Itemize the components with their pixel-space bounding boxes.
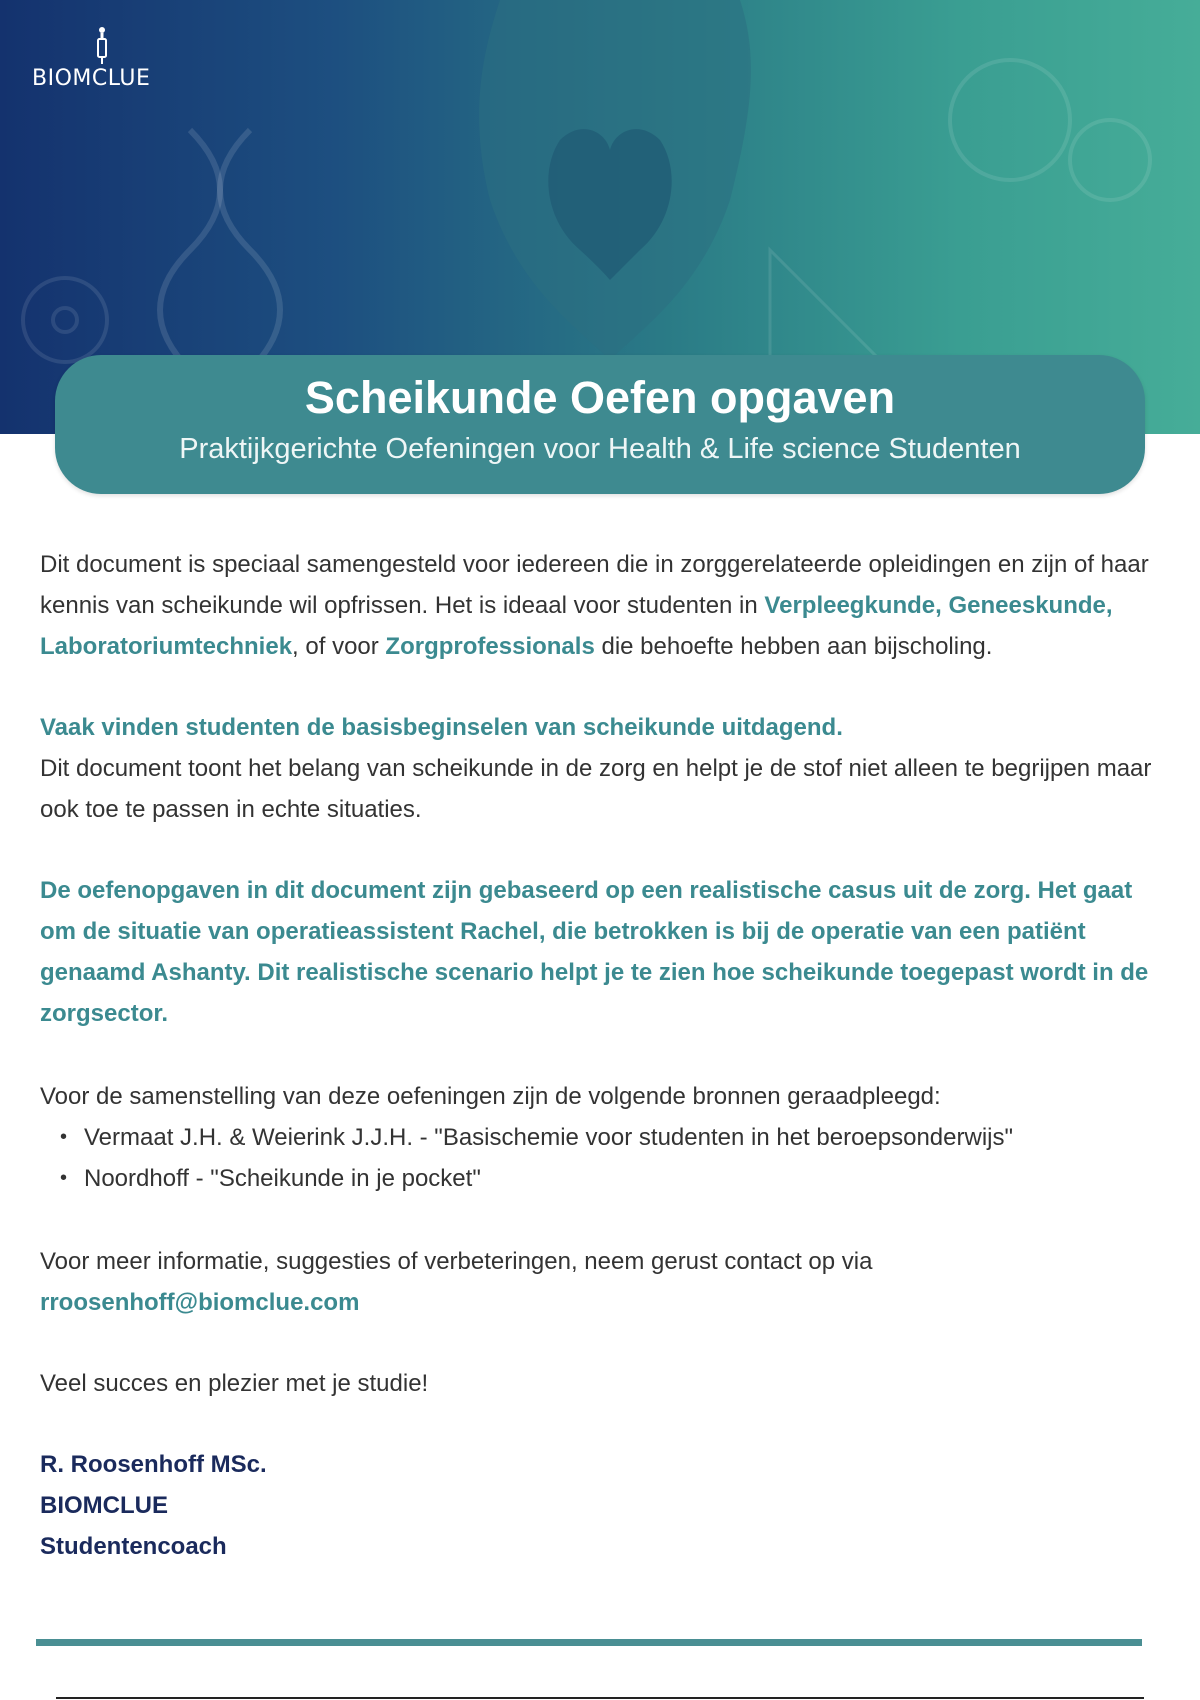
casus-paragraph: De oefenopgaven in dit document zijn gebaseerd op een realistische casus uit de zorg. Het gaat om de situatie van operatieassistent Rachel, die betrokken is bij de operatie van een patiënt genaamd Ashanty. Dit realistische scenario helpt je te zien hoe scheikunde toegepast wordt in de zorgsector. bbox=[40, 877, 1149, 1027]
sources-list bbox=[40, 1117, 1160, 1199]
logo bbox=[32, 26, 172, 91]
page-subtitle: Praktijkgerichte Oefeningen voor Health & Life science Studenten bbox=[179, 433, 1021, 465]
highlight-zorgprofessionals: Zorgprofessionals bbox=[385, 633, 595, 660]
highlight-programs: Verpleegkunde, Geneeskunde, Laboratoriumtechniek bbox=[40, 592, 1113, 660]
intro-text-2: , of voor bbox=[292, 633, 386, 660]
contact-text: Voor meer informatie, suggesties of verbeteringen, neem gerust contact op via bbox=[40, 1248, 873, 1275]
signature-org: BIOMCLUE bbox=[40, 1492, 168, 1519]
page-bottom-line bbox=[56, 1697, 1144, 1699]
challenge-body: Dit document toont het belang van scheikunde in de zorg en helpt je de stof niet alleen te begrijpen maar ook toe te passen in echte situaties. bbox=[40, 755, 1152, 823]
footer-divider bbox=[36, 1639, 1142, 1646]
closing-text: Veel succes en plezier met je studie! bbox=[40, 1370, 429, 1397]
intro-paragraph bbox=[40, 544, 1160, 667]
challenge-heading: Vaak vinden studenten de basisbeginselen van scheikunde uitdagend. bbox=[40, 714, 843, 741]
sources-intro: Voor de samenstelling van deze oefeningen zijn de volgende bronnen geraadpleegd: bbox=[40, 1083, 941, 1110]
list-item: • Noordhoff - "Scheikunde in je pocket" bbox=[40, 1158, 1160, 1199]
document-body bbox=[40, 544, 1160, 1567]
intro-text-1: Dit document is speciaal samengesteld voor iedereen die in zorggerelateerde opleidingen en zijn of haar kennis van scheikunde wil opfrissen. Het is ideaal voor studenten in bbox=[40, 551, 1149, 619]
syringe-icon bbox=[95, 26, 109, 64]
logo-text: BIOMCLUE bbox=[32, 66, 151, 91]
title-banner bbox=[55, 355, 1145, 494]
signature-name: R. Roosenhoff MSc. bbox=[40, 1451, 267, 1478]
email-link[interactable]: rroosenhoff@biomclue.com bbox=[40, 1289, 360, 1316]
intro-text-3: die behoefte hebben aan bijscholing. bbox=[594, 633, 993, 660]
list-item: • Vermaat J.H. & Weierink J.J.H. - "Basischemie voor studenten in het beroepsonderwijs" bbox=[40, 1117, 1160, 1158]
page-title: Scheikunde Oefen opgaven bbox=[304, 372, 896, 423]
signature-role: Studentencoach bbox=[40, 1533, 227, 1560]
